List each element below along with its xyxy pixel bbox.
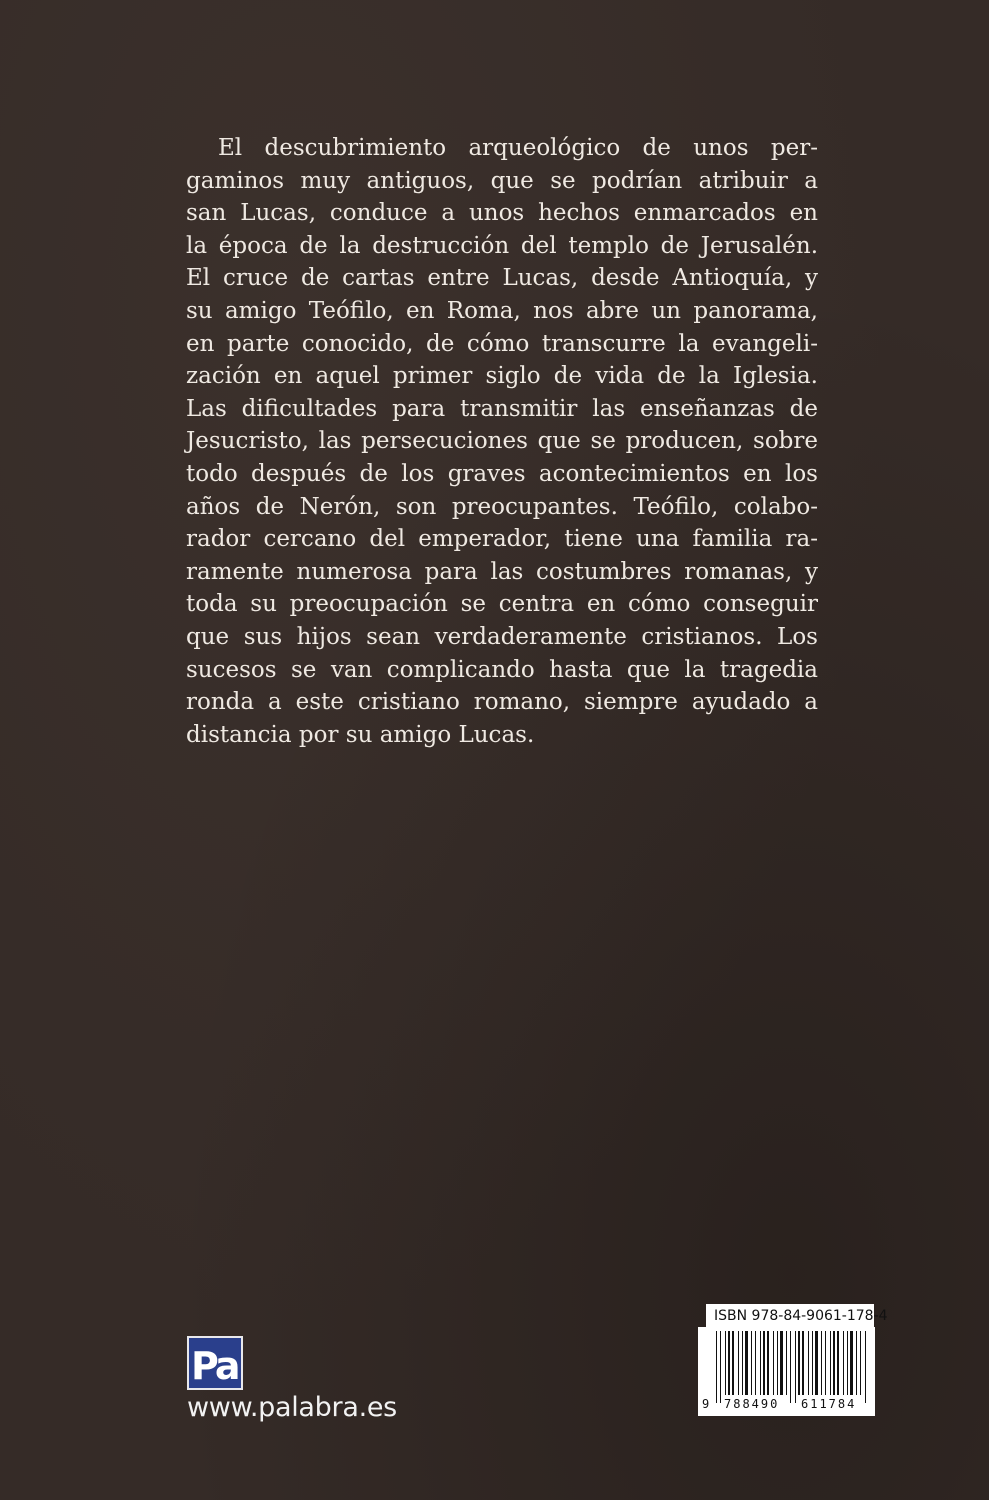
publisher-logo-text: Pa — [191, 1344, 238, 1388]
back-cover-blurb — [186, 132, 818, 751]
barcode-bar — [738, 1331, 739, 1395]
blurb-line: san Lucas, conduce a unos hechos enmarcados en — [186, 200, 818, 227]
blurb-line: en parte conocido, de cómo transcurre la evangeli- — [186, 330, 818, 357]
barcode-digits-left: 788490 — [724, 1397, 780, 1411]
publisher-url: www.palabra.es — [187, 1392, 397, 1423]
barcode-bar — [790, 1331, 791, 1403]
blurb-line: todo después de los graves acontecimientos en los — [186, 460, 818, 487]
barcode-bar — [808, 1331, 809, 1395]
barcode-bar — [802, 1331, 804, 1395]
barcode-bar — [728, 1331, 730, 1395]
blurb-line: ramente numerosa para las costumbres romanas, y — [186, 558, 818, 585]
blurb-line: ronda a este cristiano romano, siempre ayudado a — [186, 689, 818, 716]
barcode-bar — [763, 1331, 765, 1395]
blurb-line: sucesos se van complicando hasta que la tragedia — [186, 656, 818, 683]
barcode-bar — [837, 1331, 839, 1395]
barcode-bar — [847, 1331, 848, 1395]
blurb-line: su amigo Teófilo, en Roma, nos abre un panorama, — [186, 297, 818, 324]
blurb-line: que sus hijos sean verdaderamente cristianos. Los — [186, 623, 818, 650]
publisher-logo-mark — [189, 1338, 241, 1388]
blurb-line: gaminos muy antiguos, que se podrían atribuir a — [186, 167, 818, 194]
blurb-line: años de Nerón, son preocupantes. Teófilo, colabo- — [186, 493, 818, 520]
barcode-bar — [745, 1331, 748, 1395]
barcode-bar — [773, 1331, 774, 1395]
barcode-bar — [767, 1331, 769, 1395]
blurb-line: Jesucristo, las persecuciones que se producen, sobre — [186, 428, 818, 455]
barcode-bar — [755, 1331, 756, 1395]
barcode-bar — [786, 1331, 787, 1395]
barcode-bar — [843, 1331, 844, 1395]
barcode-bar — [780, 1331, 783, 1395]
barcode-bar — [725, 1331, 726, 1395]
barcode-bar — [860, 1331, 861, 1395]
barcode-bar — [821, 1331, 822, 1395]
barcode-bar — [798, 1331, 800, 1395]
barcode-bar — [830, 1331, 831, 1395]
barcode-bar — [760, 1331, 761, 1395]
isbn-barcode — [698, 1327, 875, 1416]
barcode-bar — [720, 1331, 721, 1403]
blurb-line: Las dificultades para transmitir las enseñanzas de — [186, 395, 818, 422]
barcode-digits — [698, 1397, 875, 1415]
barcode-bar — [742, 1331, 743, 1395]
barcode-bar — [833, 1331, 835, 1395]
barcode-bar — [716, 1331, 717, 1403]
barcode-bar — [751, 1331, 752, 1395]
blurb-line: rador cercano del emperador, tiene una familia ra- — [186, 526, 818, 553]
barcode-bar — [732, 1331, 734, 1395]
isbn-label: ISBN 978-84-9061-178-4 — [706, 1304, 874, 1328]
barcode-bar — [777, 1331, 778, 1395]
publisher-logo — [187, 1336, 243, 1390]
blurb-line: El descubrimiento arqueológico de unos per- — [218, 135, 818, 161]
blurb-line: zación en aquel primer siglo de vida de la Iglesia. — [186, 363, 818, 390]
barcode-bar — [795, 1331, 796, 1403]
barcode-bar — [856, 1331, 857, 1395]
barcode-bar — [815, 1331, 818, 1395]
blurb-line: El cruce de cartas entre Lucas, desde Antioquía, y — [186, 265, 818, 292]
barcode-bar — [812, 1331, 813, 1395]
blurb-line: distancia por su amigo Lucas. — [186, 721, 535, 748]
barcode-bar — [865, 1331, 866, 1403]
barcode-digits-right: 611784 — [801, 1397, 857, 1411]
barcode-digit-first: 9 — [702, 1397, 710, 1411]
barcode-bar — [825, 1331, 826, 1395]
blurb-line: toda su preocupación se centra en cómo conseguir — [186, 591, 818, 618]
blurb-line: la época de la destrucción del templo de Jerusalén. — [186, 232, 818, 259]
barcode-bar — [850, 1331, 853, 1395]
